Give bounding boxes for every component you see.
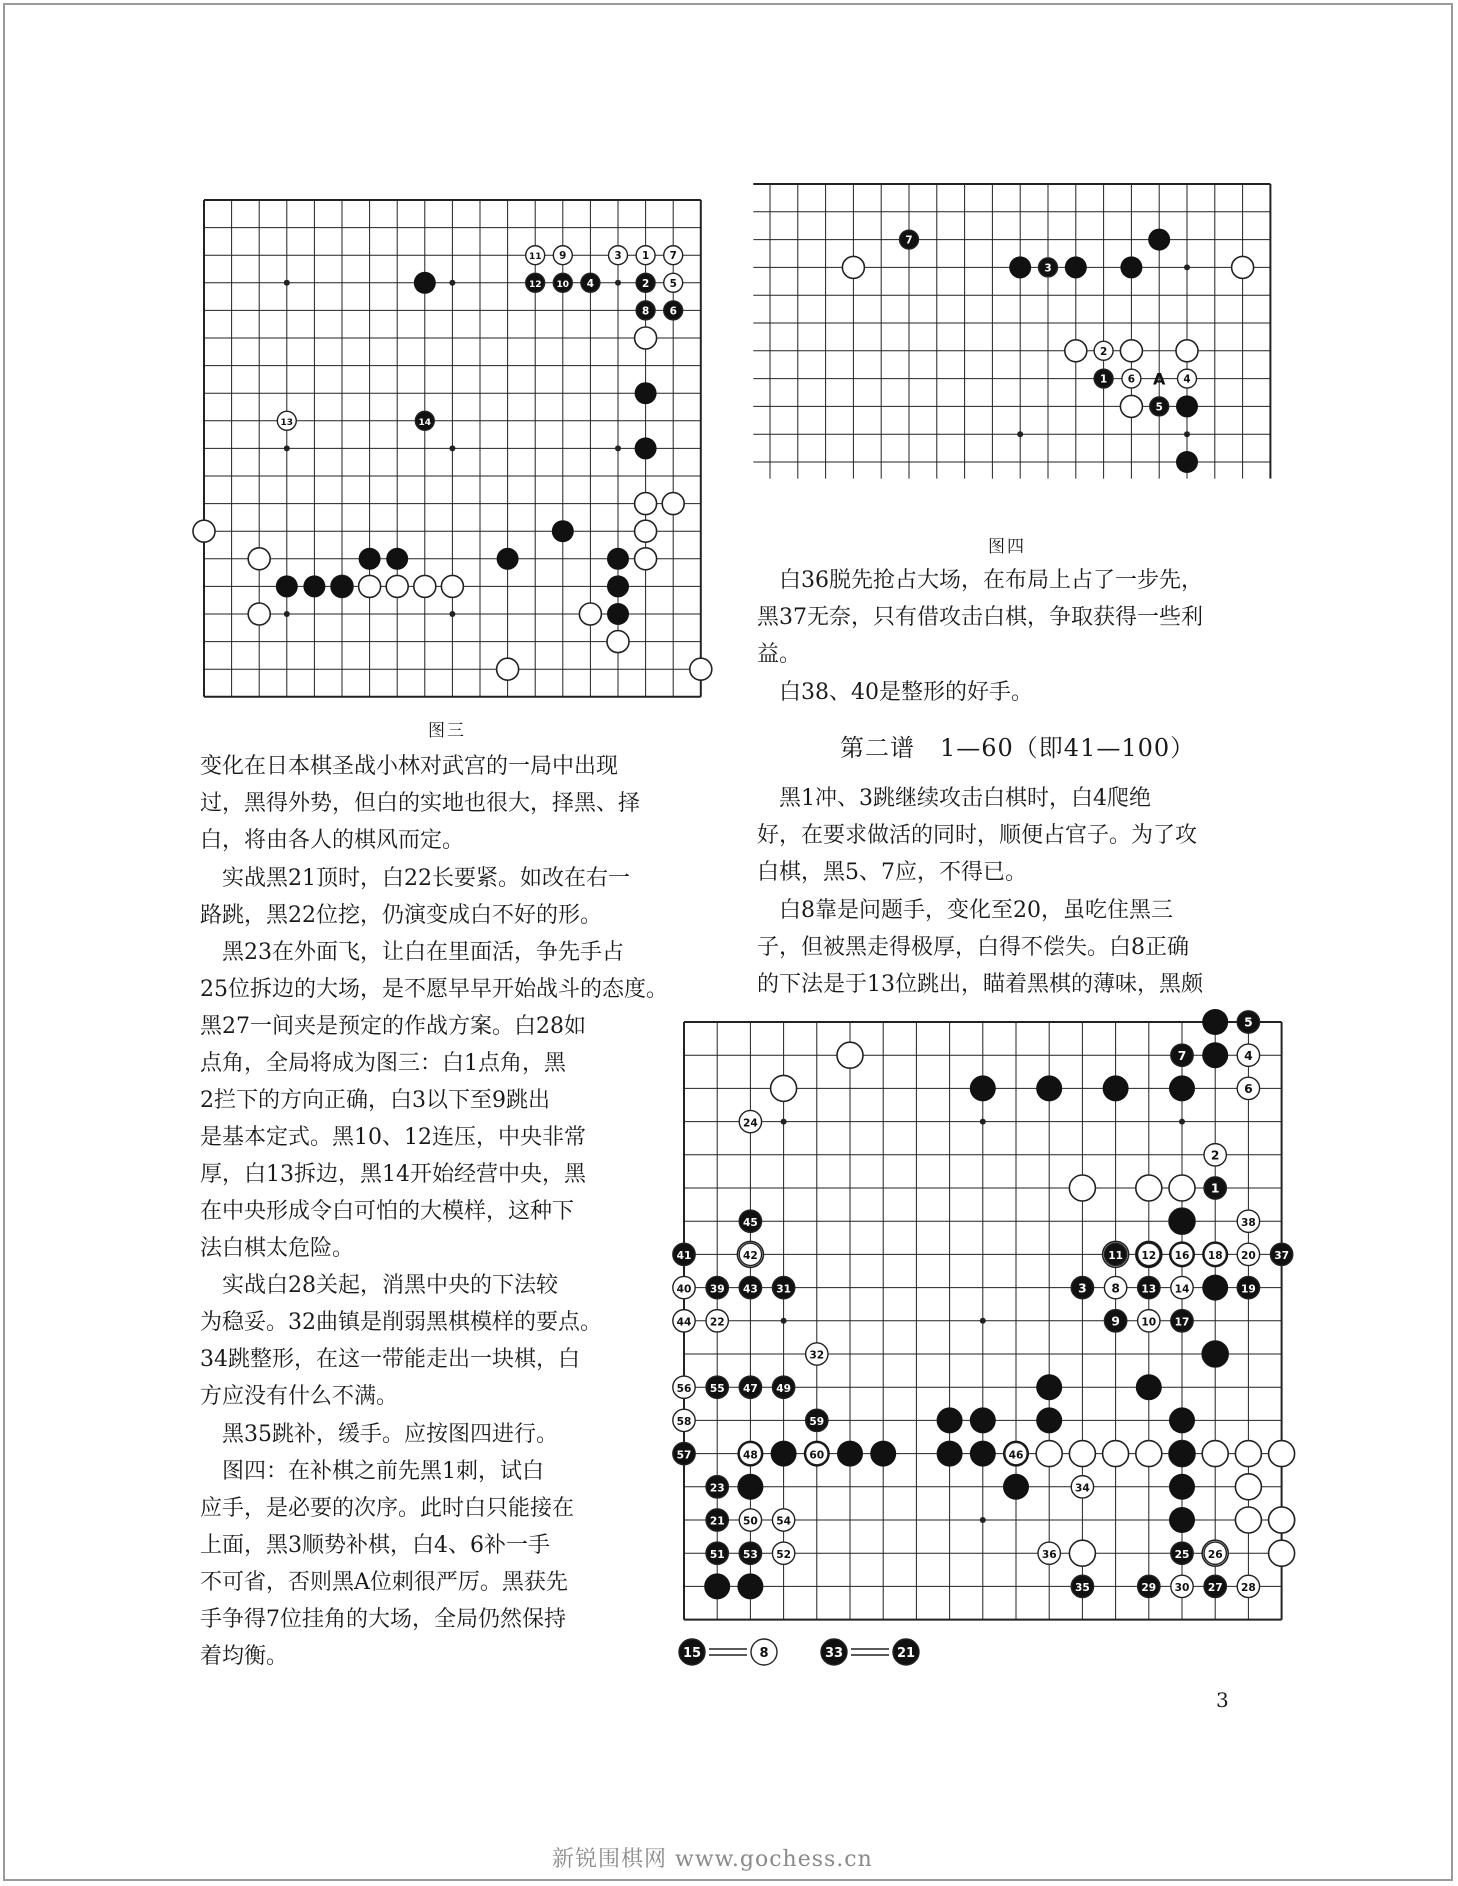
white-stone <box>1069 1540 1095 1566</box>
move-number: 53 <box>743 1547 758 1561</box>
white-stone <box>1120 395 1142 417</box>
white-stone <box>635 520 657 542</box>
black-numbered-stone <box>806 1409 828 1431</box>
white-stone <box>1069 1175 1095 1201</box>
star-point <box>1179 1119 1185 1125</box>
black-stone <box>1065 256 1087 278</box>
paragraph: 白8靠是问题手，变化至20，虽吃住黑三 子，但被黑走得极厚，白得不偿失。白8正确 的下法是于13位跳出，瞄着黑棋的薄味，黑颇 <box>757 898 1203 997</box>
star-point <box>980 1119 986 1125</box>
move-number: 28 <box>1241 1581 1256 1595</box>
white-numbered-stone <box>609 246 628 265</box>
move-number: 50 <box>743 1514 758 1528</box>
move-number: 34 <box>1075 1481 1090 1495</box>
paragraph: 图四：在补棋之前先黑1刺，试白 应手，是必要的次序。此时白只能接在 上面，黑3顺势补棋，白4、6补一手 不可省，否则黑A位刺很严厉。黑获先 手争得7位挂角的大场，全局仍然保持 着均衡。 <box>200 1459 575 1669</box>
white-stone <box>248 603 270 625</box>
move-number: 16 <box>1174 1249 1190 1263</box>
move-number: 3 <box>614 250 622 263</box>
black-stone <box>1176 451 1198 473</box>
white-stone <box>414 575 436 597</box>
black-numbered-stone <box>1171 1044 1193 1066</box>
white-stone <box>1269 1441 1295 1467</box>
paragraph: 黑35跳补，缓手。应按图四进行。 <box>200 1422 558 1447</box>
move-number: 46 <box>1008 1448 1024 1462</box>
star-point <box>980 1318 986 1324</box>
white-numbered-stone <box>1237 1575 1259 1597</box>
figure-4-board <box>766 180 1268 476</box>
black-stone <box>1169 1407 1195 1433</box>
white-stone <box>193 520 215 542</box>
white-numbered-stone <box>739 1442 761 1464</box>
white-stone <box>1169 1175 1195 1201</box>
move-number: 49 <box>776 1381 791 1395</box>
move-number: 5 <box>1155 401 1163 414</box>
black-stone <box>497 548 519 570</box>
black-stone <box>1169 1507 1195 1533</box>
white-stone <box>635 548 657 570</box>
move-number: 2 <box>641 277 650 290</box>
black-stone <box>1169 1441 1195 1467</box>
black-numbered-stone <box>739 1376 761 1398</box>
move-number: 30 <box>1174 1581 1190 1595</box>
black-stone <box>1036 1407 1062 1433</box>
move-number: 6 <box>669 305 677 318</box>
white-numbered-stone <box>673 1409 695 1431</box>
move-number: 40 <box>676 1282 692 1296</box>
white-numbered-stone <box>1237 1044 1259 1066</box>
move-number: 32 <box>809 1348 825 1362</box>
black-numbered-stone <box>1138 1575 1160 1597</box>
black-stone <box>937 1441 963 1467</box>
white-numbered-stone <box>1204 1542 1226 1564</box>
white-numbered-stone <box>1171 1575 1193 1597</box>
white-numbered-stone <box>1237 1210 1259 1232</box>
figure-3-board <box>196 194 704 700</box>
black-numbered-stone <box>415 411 434 430</box>
move-number: 55 <box>709 1381 725 1395</box>
move-number: 60 <box>809 1448 825 1462</box>
white-stone <box>1202 1441 1228 1467</box>
white-numbered-stone <box>1237 1077 1259 1099</box>
black-numbered-stone <box>526 273 545 292</box>
legend-number: 8 <box>759 1646 769 1661</box>
black-numbered-stone <box>706 1276 728 1298</box>
paragraph: 白38、40是整形的好手。 <box>757 680 1033 705</box>
figure-4-caption: 图四 <box>988 537 1026 557</box>
black-numbered-stone <box>1104 1310 1126 1332</box>
white-stone <box>579 603 601 625</box>
black-numbered-stone <box>1204 1177 1226 1199</box>
move-number: 19 <box>1241 1282 1256 1296</box>
black-numbered-stone <box>1171 1310 1193 1332</box>
black-stone <box>1120 256 1142 278</box>
white-numbered-stone <box>1204 1144 1226 1166</box>
black-stone <box>1176 395 1198 417</box>
move-number: 23 <box>709 1481 725 1495</box>
black-numbered-stone <box>1150 397 1169 416</box>
white-stone <box>837 1042 863 1068</box>
black-stone <box>737 1573 763 1599</box>
move-number: 52 <box>776 1547 791 1561</box>
black-numbered-stone <box>636 301 655 320</box>
black-numbered-stone <box>673 1243 695 1265</box>
move-number: 43 <box>743 1282 758 1296</box>
star-point <box>1184 264 1190 270</box>
section-heading: 第二谱 1—60（即41—100） <box>840 734 1196 762</box>
move-number: 8 <box>1111 1281 1120 1296</box>
black-numbered-stone <box>1237 1276 1259 1298</box>
white-numbered-stone <box>739 1243 761 1265</box>
black-stone <box>607 575 629 597</box>
black-stone <box>303 575 325 597</box>
white-numbered-stone <box>806 1442 828 1464</box>
paragraph: 黑1冲、3跳继续攻击白棋时，白4爬绝 好，在要求做活的同时，顺便占官子。为了攻 白棋，黑5、7应，不得已。 <box>757 786 1198 885</box>
star-point <box>449 280 455 286</box>
move-number: 3 <box>1078 1281 1087 1296</box>
black-stone <box>359 548 381 570</box>
move-number: 13 <box>280 417 294 428</box>
white-numbered-stone <box>1122 369 1141 388</box>
white-numbered-stone <box>772 1509 794 1531</box>
star-point <box>284 280 290 286</box>
black-numbered-stone <box>706 1542 728 1564</box>
white-numbered-stone <box>553 246 572 265</box>
black-numbered-stone <box>1039 258 1058 277</box>
paragraph: 实战黑21顶时，白22长要紧。如改在右一 路跳，黑22位挖，仍演变成白不好的形。 <box>200 866 630 928</box>
move-number: 38 <box>1241 1215 1256 1229</box>
black-stone <box>331 575 353 597</box>
white-stone <box>1069 1441 1095 1467</box>
black-stone <box>870 1441 896 1467</box>
black-stone <box>937 1407 963 1433</box>
move-number: 12 <box>1141 1249 1157 1263</box>
white-stone <box>359 575 381 597</box>
white-stone <box>1103 1441 1129 1467</box>
white-stone <box>497 658 519 680</box>
white-stone <box>1120 340 1142 362</box>
move-number: 1 <box>1099 373 1108 386</box>
move-number: 9 <box>1111 1314 1120 1329</box>
white-stone <box>1269 1540 1295 1566</box>
move-number: 58 <box>676 1415 692 1429</box>
white-numbered-stone <box>673 1376 695 1398</box>
white-stone <box>1136 1175 1162 1201</box>
black-stone <box>1169 1075 1195 1101</box>
black-stone <box>1003 1474 1029 1500</box>
figure-3-caption: 图三 <box>428 721 466 741</box>
white-stone <box>1269 1507 1295 1533</box>
black-numbered-stone <box>1071 1575 1093 1597</box>
star-point <box>781 1318 787 1324</box>
move-number: 42 <box>743 1249 758 1263</box>
move-number: 47 <box>743 1381 758 1395</box>
white-numbered-stone <box>526 246 545 265</box>
black-stone <box>1148 229 1170 251</box>
star-point <box>449 611 455 617</box>
star-point <box>449 445 455 451</box>
move-number: 18 <box>1207 1249 1223 1263</box>
black-numbered-stone <box>1104 1243 1126 1265</box>
black-stone <box>1036 1075 1062 1101</box>
white-stone <box>635 493 657 515</box>
star-point <box>284 445 290 451</box>
white-numbered-stone <box>1104 1276 1126 1298</box>
black-stone <box>1103 1075 1129 1101</box>
white-stone <box>1065 340 1087 362</box>
move-number: 31 <box>776 1282 791 1296</box>
move-number: 44 <box>676 1315 692 1329</box>
black-stone <box>414 272 436 294</box>
move-number: 1 <box>1210 1181 1220 1196</box>
white-stone <box>1136 1441 1162 1467</box>
black-stone <box>1036 1374 1062 1400</box>
white-numbered-stone <box>664 273 683 292</box>
white-numbered-stone <box>1038 1542 1060 1564</box>
white-numbered-stone <box>1237 1243 1259 1265</box>
legend-number: 15 <box>682 1646 702 1661</box>
white-numbered-stone <box>772 1542 794 1564</box>
black-stone <box>771 1441 797 1467</box>
move-number: 45 <box>743 1215 758 1229</box>
move-number: 57 <box>676 1448 692 1462</box>
move-number: 56 <box>676 1381 692 1395</box>
black-stone <box>1136 1374 1162 1400</box>
move-number: 26 <box>1207 1547 1223 1561</box>
move-number: 14 <box>418 417 432 428</box>
black-stone <box>276 575 298 597</box>
move-number: 10 <box>556 279 570 290</box>
move-number: 11 <box>1108 1249 1123 1263</box>
black-numbered-stone <box>664 301 683 320</box>
move-number: 12 <box>528 279 542 290</box>
move-number: 21 <box>709 1514 725 1528</box>
white-numbered-stone <box>636 246 655 265</box>
move-number: 48 <box>743 1448 758 1462</box>
paragraph: 黑27一间夹是预定的作战方案。白28如 点角，全局将成为图三：白1点角，黑 2拦下的方向正确，白3以下至9跳出 是基本定式。黑10、12连压，中央非常 厚，白13拆边，黑14开始经营中央，黑 在中央形成令白可怕的大模样，这种下 法白棋太危险。 <box>200 1014 586 1261</box>
move-number: 9 <box>559 250 567 263</box>
legend-number: 33 <box>824 1646 844 1661</box>
white-stone <box>1176 340 1198 362</box>
black-stone <box>1169 1474 1195 1500</box>
black-stone <box>737 1474 763 1500</box>
white-stone <box>386 575 408 597</box>
black-numbered-stone <box>706 1476 728 1498</box>
move-number: 5 <box>1244 1015 1253 1030</box>
paragraph: 黑23在外面飞，让白在里面活，争先手占 25位拆边的大场，是不愿早早开始战斗的态度。 <box>200 940 668 1002</box>
black-numbered-stone <box>739 1276 761 1298</box>
white-stone <box>662 493 684 515</box>
black-stone <box>1169 1208 1195 1234</box>
black-stone <box>635 382 657 404</box>
black-numbered-stone <box>739 1210 761 1232</box>
white-stone <box>842 256 864 278</box>
move-number: 24 <box>743 1116 758 1130</box>
paragraph: 实战白28关起，消黑中央的下法较 为稳妥。32曲镇是削弱黑棋模样的要点。 34跳整形，在这一带能走出一块棋，白 方应没有什么不满。 <box>200 1273 602 1409</box>
black-numbered-stone <box>706 1509 728 1531</box>
white-numbered-stone <box>739 1509 761 1531</box>
move-number: 22 <box>709 1315 725 1329</box>
black-stone <box>1202 1275 1228 1301</box>
black-numbered-stone <box>636 273 655 292</box>
white-numbered-stone <box>1178 369 1197 388</box>
white-numbered-stone <box>1171 1276 1193 1298</box>
white-numbered-stone <box>1171 1243 1193 1265</box>
black-numbered-stone <box>1171 1542 1193 1564</box>
black-stone <box>386 548 408 570</box>
star-point <box>980 1517 986 1523</box>
move-number: 3 <box>1044 262 1052 275</box>
move-number: 13 <box>1141 1282 1157 1296</box>
black-numbered-stone <box>772 1376 794 1398</box>
move-number: 29 <box>1141 1581 1157 1595</box>
black-stone <box>607 603 629 625</box>
black-numbered-stone <box>900 230 919 249</box>
star-point <box>615 280 621 286</box>
black-stone <box>1202 1341 1228 1367</box>
move-number: 39 <box>709 1282 725 1296</box>
move-number: 6 <box>1127 373 1136 386</box>
move-number: 5 <box>669 277 677 290</box>
black-stone <box>970 1075 996 1101</box>
black-stone <box>970 1407 996 1433</box>
move-number: 14 <box>1174 1282 1190 1296</box>
white-numbered-stone <box>1204 1243 1226 1265</box>
white-stone <box>635 327 657 349</box>
white-stone <box>690 658 712 680</box>
move-number: 20 <box>1241 1249 1256 1263</box>
move-number: 8 <box>641 305 650 318</box>
white-stone <box>1235 1441 1261 1467</box>
move-number: 37 <box>1274 1249 1289 1263</box>
star-point <box>1017 431 1023 437</box>
move-number: 7 <box>1177 1048 1187 1063</box>
black-stone <box>1009 256 1031 278</box>
black-stone <box>607 548 629 570</box>
white-numbered-stone <box>1071 1476 1093 1498</box>
white-stone <box>607 631 629 653</box>
white-numbered-stone <box>673 1310 695 1332</box>
white-stone <box>771 1075 797 1101</box>
white-numbered-stone <box>706 1310 728 1332</box>
white-numbered-stone <box>1094 341 1113 360</box>
move-number: 35 <box>1075 1581 1090 1595</box>
black-stone <box>635 437 657 459</box>
black-numbered-stone <box>1138 1276 1160 1298</box>
move-number: 1 <box>641 250 650 263</box>
move-number: 7 <box>905 234 913 247</box>
move-number: 4 <box>1183 373 1191 386</box>
move-number: 27 <box>1207 1581 1223 1595</box>
white-numbered-stone <box>1138 1243 1160 1265</box>
white-stone <box>441 575 463 597</box>
white-stone <box>1036 1441 1062 1467</box>
move-number: 41 <box>676 1249 692 1263</box>
black-numbered-stone <box>1094 369 1113 388</box>
black-numbered-stone <box>1204 1575 1226 1597</box>
black-stone <box>704 1573 730 1599</box>
star-point <box>284 611 290 617</box>
move-number: 54 <box>776 1514 791 1528</box>
white-numbered-stone <box>1138 1310 1160 1332</box>
legend-number: 21 <box>896 1646 916 1661</box>
black-numbered-stone <box>553 273 572 292</box>
move-number: 25 <box>1174 1547 1190 1561</box>
white-numbered-stone <box>739 1110 761 1132</box>
white-stone <box>1235 1474 1261 1500</box>
move-number: 6 <box>1244 1082 1253 1097</box>
move-number: 4 <box>586 277 595 290</box>
white-numbered-stone <box>806 1343 828 1365</box>
point-a-label: A <box>1153 369 1166 389</box>
star-point <box>781 1119 787 1125</box>
paragraph: 变化在日本棋圣战小林对武宫的一局中出现 过，黑得外势，但白的实地也很大，择黑、择 白，将由各人的棋风而定。 <box>200 754 641 853</box>
star-point <box>615 445 621 451</box>
footer-watermark: 新锐围棋网 www.gochess.cn <box>552 1847 873 1872</box>
black-numbered-stone <box>706 1376 728 1398</box>
move-number: 2 <box>1210 1148 1220 1163</box>
white-stone <box>248 548 270 570</box>
black-stone <box>1202 1009 1228 1035</box>
page-number: 3 <box>1216 1688 1229 1712</box>
black-stone <box>837 1441 863 1467</box>
white-numbered-stone <box>277 411 296 430</box>
black-numbered-stone <box>581 273 600 292</box>
move-number: 11 <box>528 252 542 263</box>
black-stone <box>970 1441 996 1467</box>
black-stone <box>552 520 574 542</box>
black-stone <box>1202 1042 1228 1068</box>
white-numbered-stone <box>673 1276 695 1298</box>
move-number: 2 <box>1099 345 1108 358</box>
white-stone <box>1235 1507 1261 1533</box>
move-number: 36 <box>1041 1547 1057 1561</box>
white-numbered-stone <box>664 246 683 265</box>
move-number: 7 <box>669 250 677 263</box>
black-numbered-stone <box>739 1542 761 1564</box>
move-number: 17 <box>1174 1315 1190 1329</box>
black-numbered-stone <box>1270 1243 1292 1265</box>
black-numbered-stone <box>772 1276 794 1298</box>
paragraph: 白36脱先抢占大场，在布局上占了一步先， 黑37无奈，只有借攻击白棋，争取获得一些利 益。 <box>757 568 1203 667</box>
white-numbered-stone <box>1005 1442 1027 1464</box>
move-number: 4 <box>1244 1048 1253 1063</box>
star-point <box>1184 431 1190 437</box>
black-numbered-stone <box>673 1442 695 1464</box>
black-numbered-stone <box>1237 1011 1259 1033</box>
move-number: 51 <box>709 1547 725 1561</box>
move-number: 10 <box>1141 1315 1157 1329</box>
figure-5-board <box>652 1015 1289 1688</box>
move-number: 59 <box>809 1415 825 1429</box>
black-numbered-stone <box>1071 1276 1093 1298</box>
white-stone <box>1232 256 1254 278</box>
